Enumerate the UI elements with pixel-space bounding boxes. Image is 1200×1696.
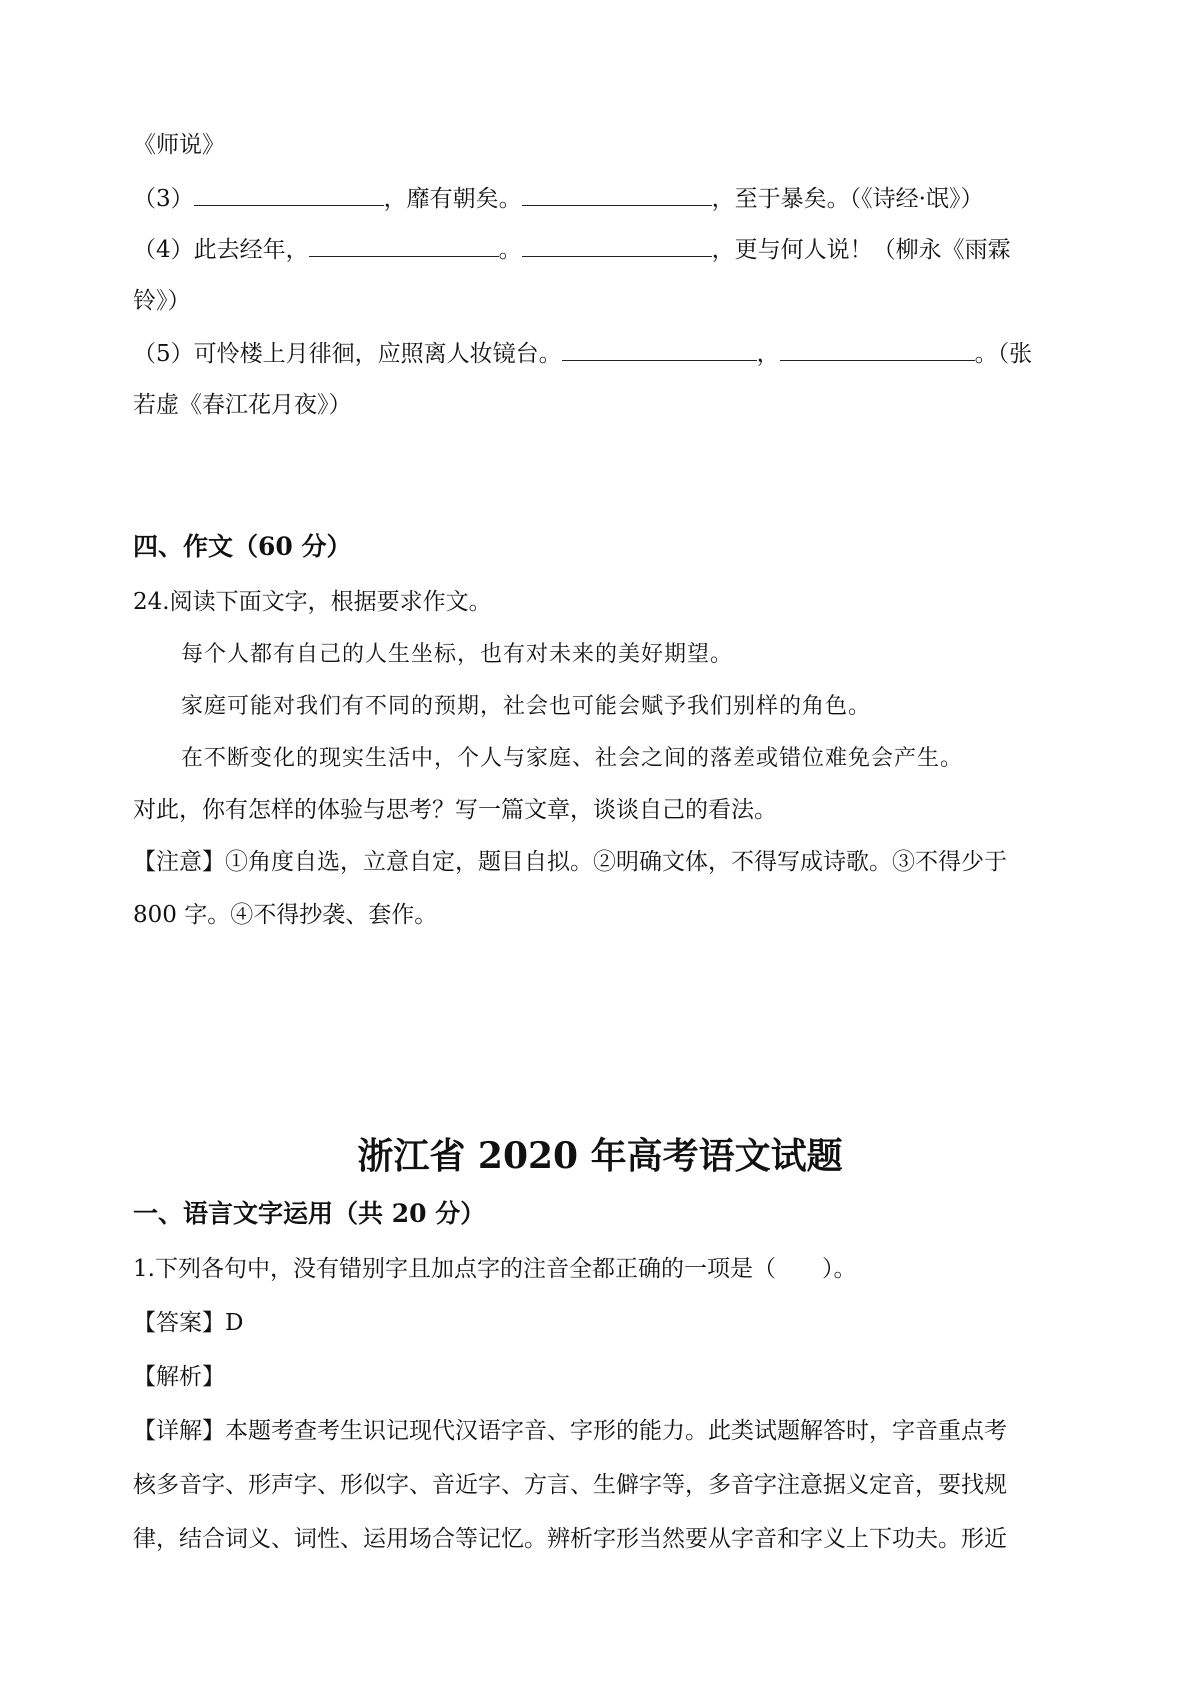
answer-line: 【答案】D	[133, 1310, 244, 1336]
line-text: （5）可怜楼上月徘徊，应照离人妆镜台。	[133, 341, 562, 367]
line-text: 《师说》	[133, 132, 225, 158]
line-text: ，更与何人说！（柳永《雨霖	[711, 237, 1011, 263]
line-text: （3）	[133, 186, 194, 212]
line-text: 。（张	[974, 341, 1033, 367]
answer-blank[interactable]	[562, 342, 757, 361]
text-line	[133, 288, 1073, 316]
line-text: ，靡有朝矣。	[383, 186, 522, 212]
section-heading: 一、语言文字运用（共 20 分）	[133, 1199, 486, 1228]
line-text: ，至于暴矣。（《诗经·氓》）	[711, 186, 984, 212]
prompt-paragraph: 家庭可能对我们有不同的预期，社会也可能会赋予我们别样的角色。	[181, 694, 872, 719]
note-line: 【注意】①角度自选，立意自定，题目自拟。②明确文体，不得写成诗歌。③不得少于	[133, 849, 1007, 875]
answer-blank[interactable]	[309, 238, 499, 257]
line-text: （4）此去经年，	[133, 237, 309, 263]
question-1: 1.下列各句中，没有错别字且加点字的注音全都正确的一项是（ ）。	[133, 1256, 857, 1282]
detail-line: 律，结合词义、词性、运用场合等记忆。辨析字形当然要从字音和字义上下功夫。形近	[133, 1526, 1007, 1552]
answer-blank[interactable]	[522, 238, 712, 257]
question-24: 24.阅读下面文字，根据要求作文。	[133, 589, 492, 615]
line-text: 若虚《春江花月夜》）	[133, 392, 352, 418]
page-title: 浙江省 2020 年高考语文试题	[357, 1135, 843, 1177]
prompt-question: 对此，你有怎样的体验与思考？写一篇文章，谈谈自己的看法。	[133, 797, 777, 823]
text-line	[133, 132, 1073, 160]
text-line	[133, 392, 1073, 420]
line-text: 。	[498, 237, 522, 263]
prompt-paragraph: 在不断变化的现实生活中，个人与家庭、社会之间的落差或错位难免会产生。	[181, 746, 964, 771]
prompt-paragraph: 每个人都有自己的人生坐标，也有对未来的美好期望。	[181, 642, 734, 667]
line-text: ，	[756, 341, 780, 367]
detail-line: 【详解】本题考查考生识记现代汉语字音、字形的能力。此类试题解答时，字音重点考	[133, 1418, 1007, 1444]
fill-in-line-5	[133, 341, 1073, 369]
note-line: 800 字。④不得抄袭、套作。	[133, 902, 438, 928]
answer-blank[interactable]	[194, 187, 384, 206]
answer-blank[interactable]	[522, 187, 712, 206]
line-text: 铃》）	[133, 288, 191, 314]
fill-in-line-4	[133, 237, 1073, 265]
detail-line: 核多音字、形声字、形似字、音近字、方言、生僻字等，多音字注意据义定音，要找规	[133, 1472, 1007, 1498]
section-heading: 四、作文（60 分）	[133, 532, 352, 561]
fill-in-line-3	[133, 186, 1073, 214]
analysis-label: 【解析】	[133, 1364, 225, 1390]
answer-blank[interactable]	[780, 342, 975, 361]
